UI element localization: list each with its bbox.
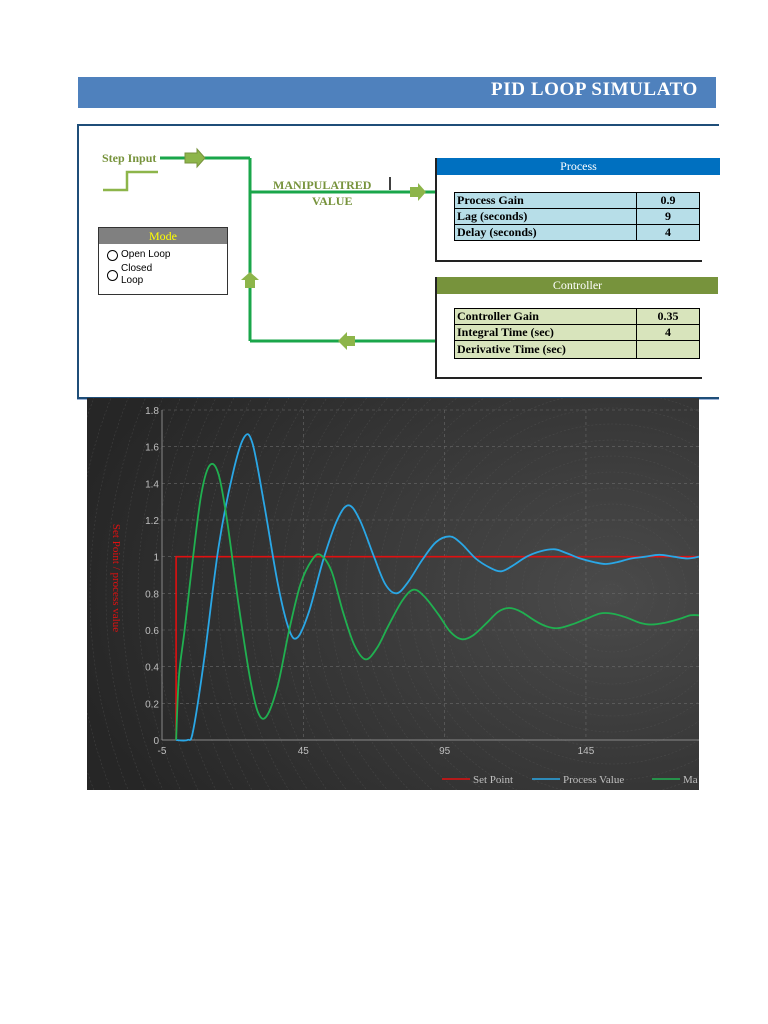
- arrow-right-icon: [185, 149, 205, 167]
- x-tick-label: 95: [439, 746, 451, 757]
- chart-svg: [87, 398, 699, 790]
- x-tick-label: -5: [157, 746, 167, 757]
- step-input-label: Step Input: [102, 151, 157, 165]
- arrow-left-icon: [338, 332, 355, 350]
- table-row: [455, 341, 700, 359]
- step-shape-icon: [103, 172, 158, 190]
- table-row: [455, 325, 700, 341]
- open-loop-radio[interactable]: [107, 250, 118, 261]
- legend-label: Process Value: [563, 774, 625, 786]
- legend-label: Ma: [683, 774, 698, 786]
- lag-value[interactable]: 9: [637, 209, 700, 225]
- table-row: [455, 309, 700, 325]
- open-loop-label: Open Loop: [121, 249, 171, 260]
- process-table: [454, 192, 700, 241]
- controller-table: [454, 308, 700, 359]
- y-tick-label: 1.2: [145, 516, 159, 527]
- y-tick-label: 0.8: [145, 589, 159, 601]
- mode-title: Mode: [99, 228, 227, 244]
- page-title: PID LOOP SIMULATO: [491, 79, 698, 100]
- y-tick-label: 1.8: [145, 406, 159, 417]
- y-tick-label: 0.2: [145, 699, 159, 711]
- process-title: Process: [437, 158, 720, 175]
- integral-time-value[interactable]: 4: [637, 325, 700, 341]
- process-panel: [435, 158, 702, 262]
- lag-label: Lag (seconds): [455, 209, 637, 225]
- controller-panel: [435, 277, 702, 379]
- integral-time-label: Integral Time (sec): [455, 325, 637, 341]
- chart-background: [87, 398, 699, 790]
- process-gain-value[interactable]: 0.9: [637, 193, 700, 209]
- controller-gain-label: Controller Gain: [455, 309, 637, 325]
- y-tick-label: 1.4: [145, 479, 159, 491]
- derivative-time-value[interactable]: [637, 341, 700, 359]
- delay-value[interactable]: 4: [637, 225, 700, 241]
- arrow-up-icon: [241, 272, 259, 288]
- closed-loop-label-line2: Loop: [121, 275, 144, 286]
- process-gain-label: Process Gain: [455, 193, 637, 209]
- arrow-right-icon: [410, 183, 426, 201]
- y-axis-label: Set Point / process value: [110, 523, 122, 633]
- y-tick-label: 0.6: [145, 626, 159, 637]
- controller-gain-value[interactable]: 0.35: [637, 309, 700, 325]
- manipulated-value-label-line2: VALUE: [312, 194, 353, 208]
- mode-selector: [98, 227, 228, 295]
- closed-loop-radio[interactable]: [107, 270, 118, 281]
- y-tick-label: 1: [153, 552, 159, 564]
- table-row: [455, 209, 700, 225]
- closed-loop-label-line1: Closed: [121, 263, 153, 274]
- legend-label: Set Point: [473, 774, 514, 786]
- manipulated-value-label-line1: MANIPULATRED: [273, 178, 372, 192]
- table-row: [455, 225, 700, 241]
- y-tick-label: 1.6: [145, 442, 159, 454]
- x-tick-label: 145: [577, 746, 595, 757]
- response-chart: [87, 398, 699, 790]
- y-tick-label: 0: [153, 736, 159, 747]
- derivative-time-label: Derivative Time (sec): [455, 341, 637, 359]
- table-row: [455, 193, 700, 209]
- x-tick-label: 45: [297, 746, 309, 757]
- delay-label: Delay (seconds): [455, 225, 637, 241]
- controller-title: Controller: [437, 277, 718, 294]
- y-tick-label: 0.4: [145, 662, 159, 674]
